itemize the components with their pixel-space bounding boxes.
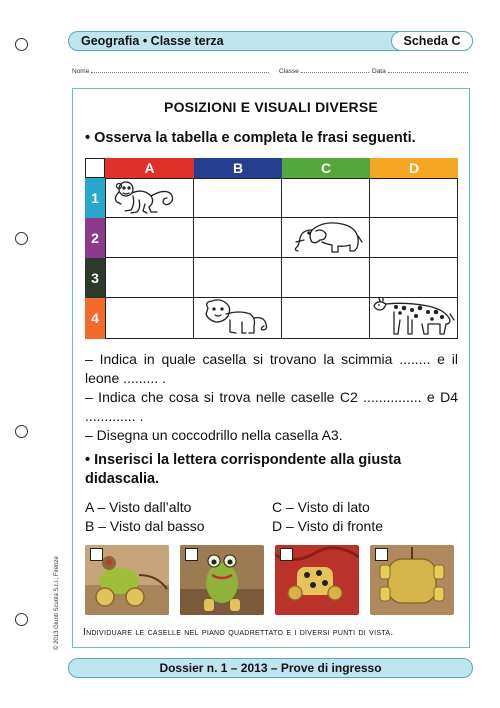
copyright: © 2013 Giunti Scuola S.r.l., Firenze (54, 556, 60, 650)
monkey-drawing (105, 178, 191, 216)
elephant-drawing (282, 218, 368, 256)
class-label: Classe (279, 68, 299, 75)
teacher-note (83, 627, 393, 638)
footer-bar (68, 658, 473, 678)
grid-cell-d4[interactable] (370, 298, 458, 339)
row-header-2: 2 (85, 218, 105, 258)
header-bar (68, 31, 473, 51)
grid-cell-a2[interactable] (105, 218, 194, 258)
worksheet-title: POSIZIONI E VISUALI DIVERSE (164, 99, 378, 115)
photo-toy-side (85, 545, 169, 615)
footer-title: Dossier n. 1 – 2013 – Prove di ingresso (159, 661, 382, 675)
grid-cell-b4[interactable] (194, 298, 282, 339)
sheet-label: Scheda C (391, 31, 473, 51)
teacher-note-text: Individuare le caselle nel piano quadrettato e i diversi punti di vista. (83, 627, 394, 638)
caption-b: B – Visto dal basso (85, 518, 205, 534)
photo-toy-front (180, 545, 264, 615)
answer-checkbox-1[interactable] (90, 548, 103, 561)
binder-hole (15, 613, 28, 626)
grid-cell-a1[interactable] (105, 178, 194, 218)
date-field[interactable] (372, 67, 468, 75)
task-1: – Indica in quale casella si trovano la scimmia ........ e il leone ......... . (85, 351, 458, 386)
grid-cell-c2[interactable] (282, 218, 370, 258)
caption-a: A – Visto dall’alto (85, 499, 192, 515)
row-header-4: 4 (85, 298, 105, 339)
class-field[interactable] (279, 67, 369, 75)
giraffe-drawing (370, 298, 456, 337)
column-header-c: C (282, 158, 370, 178)
grid-cell-c4[interactable] (282, 298, 370, 339)
date-label: Data (372, 68, 386, 75)
grid-cell-b1[interactable] (194, 178, 282, 218)
row-header-3: 3 (85, 258, 105, 298)
grid-cell-a4[interactable] (105, 298, 194, 339)
answer-checkbox-2[interactable] (185, 548, 198, 561)
answer-checkbox-3[interactable] (280, 548, 293, 561)
grid-cell-b2[interactable] (194, 218, 282, 258)
name-label: Nome (72, 68, 90, 75)
grid-cell-c3[interactable] (282, 258, 370, 298)
grid-cell-d2[interactable] (370, 218, 458, 258)
grid-cell-b3[interactable] (194, 258, 282, 298)
caption-d: D – Visto di fronte (272, 518, 384, 534)
instruction-2: • Inserisci la lettera corrispondente alla giusta didascalia. (85, 452, 402, 487)
header-subject: Geografia • Classe terza (81, 34, 224, 48)
grid-cell-d3[interactable] (370, 258, 458, 298)
column-header-b: B (194, 158, 282, 178)
task-2: – Indica che cosa si trova nelle caselle C2 ............... e D4 ............. . (85, 389, 458, 424)
grid-corner (85, 158, 105, 178)
worksheet-frame (72, 88, 470, 648)
coordinate-grid (85, 158, 458, 339)
grid-cell-c1[interactable] (282, 178, 370, 218)
grid-cell-a3[interactable] (105, 258, 194, 298)
name-field[interactable] (72, 67, 269, 75)
answer-checkbox-4[interactable] (375, 548, 388, 561)
binder-hole (15, 38, 28, 51)
column-header-a: A (105, 158, 194, 178)
caption-c: C – Visto di lato (272, 499, 370, 515)
column-header-d: D (370, 158, 458, 178)
row-header-1: 1 (85, 178, 105, 218)
binder-hole (15, 232, 28, 245)
photo-toy-top (370, 545, 454, 615)
photo-toy-below (275, 545, 359, 615)
grid-cell-d1[interactable] (370, 178, 458, 218)
lion-drawing (194, 298, 280, 337)
binder-hole (15, 425, 28, 438)
instruction-1: • Osserva la tabella e completa le frasi seguenti. (85, 130, 416, 146)
task-3: – Disegna un coccodrillo nella casella A3. (85, 427, 343, 443)
